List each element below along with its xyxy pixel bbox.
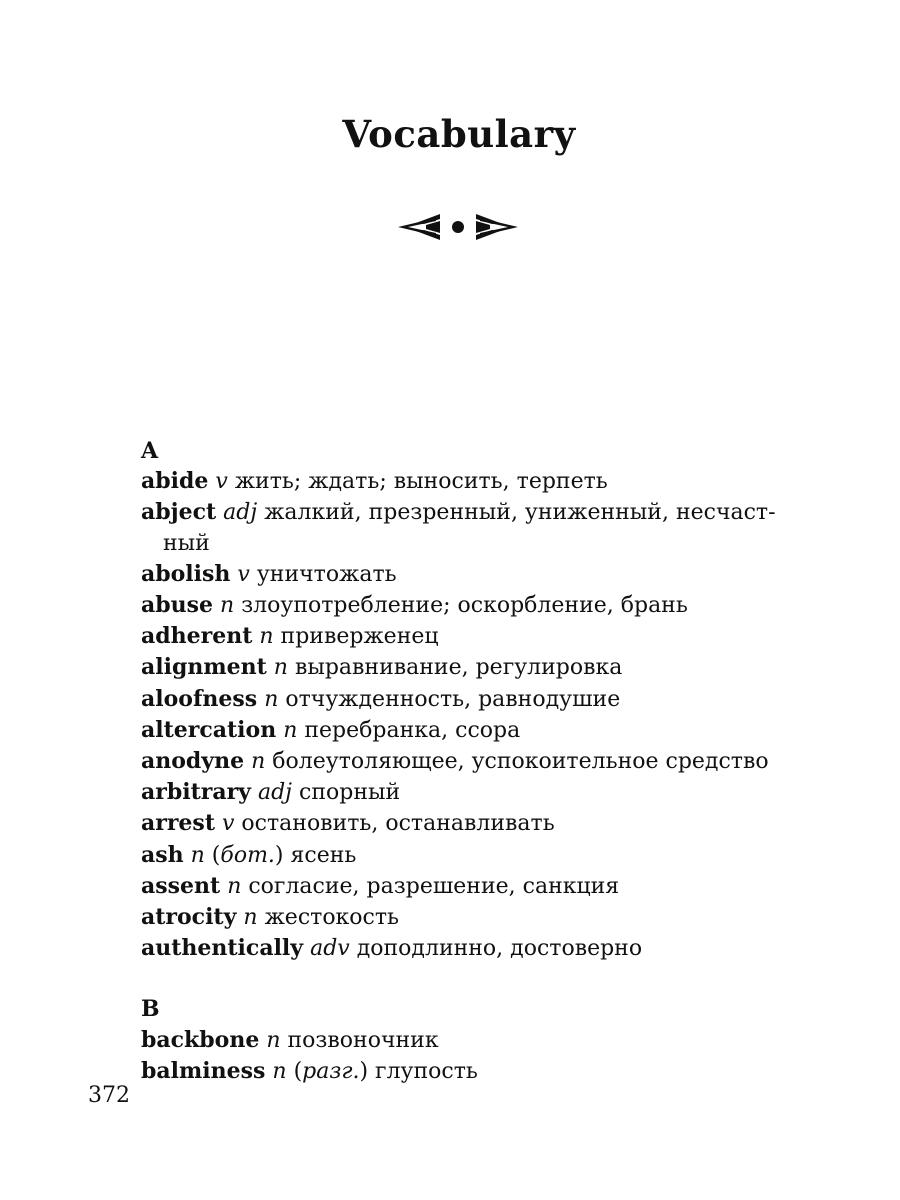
entry-pos: n: [243, 905, 258, 931]
entry-definition: глупость: [375, 1058, 478, 1084]
entry-pos: n: [227, 873, 242, 899]
page-title: Vocabulary: [342, 112, 576, 156]
entry-headword: alignment: [141, 654, 267, 681]
entry-pos: n: [272, 1058, 287, 1084]
entry-authentically: [141, 933, 821, 964]
entry-headword: abolish: [141, 560, 231, 587]
entry-headword: abject: [141, 499, 217, 526]
entry-abolish: [141, 559, 821, 590]
entry-pos: adv: [310, 936, 350, 962]
vocabulary-list: [141, 436, 821, 1087]
entry-arrest: [141, 808, 821, 839]
entry-headword: arbitrary: [141, 779, 251, 806]
entry-headword: aloofness: [141, 685, 258, 712]
section-spacer: [141, 964, 821, 994]
entry-pos: adj: [223, 500, 258, 526]
section-letter-a: A: [141, 438, 159, 464]
entry-adherent: [141, 621, 821, 652]
page-number: 372: [88, 1083, 130, 1108]
entry-headword: assent: [141, 872, 221, 899]
entry-definition: остановить, останавливать: [241, 811, 555, 837]
entry-backbone: [141, 1025, 821, 1056]
entry-headword: adherent: [141, 623, 253, 650]
entry-pos: n: [264, 686, 279, 712]
entry-headword: abuse: [141, 592, 214, 619]
entry-definition: жестокость: [264, 905, 400, 931]
entry-usage-note: разг.: [302, 1058, 360, 1084]
entry-pos: n: [251, 749, 266, 775]
entry-pos: v: [237, 561, 250, 587]
divider-ornament-icon: [396, 210, 520, 244]
entry-definition: позвоночник: [287, 1027, 439, 1053]
entry-abject: [141, 497, 821, 558]
entry-headword: authentically: [141, 935, 304, 962]
entry-pos: n: [190, 842, 205, 868]
entry-pos: n: [259, 624, 274, 650]
entry-definition: болеутоляющее, успокоительное средство: [272, 749, 769, 775]
entry-definition: приверженец: [280, 624, 439, 650]
entry-alignment: [141, 652, 821, 683]
entry-headword: abide: [141, 468, 209, 495]
entry-definition: согласие, разрешение, санкция: [248, 873, 620, 899]
entry-headword: altercation: [141, 716, 277, 743]
entry-pos: adj: [257, 780, 292, 806]
entry-ash: ash n (бот.) ясень: [141, 841, 357, 868]
entry-definition: выравнивание, регулировка: [294, 655, 623, 681]
entry-atrocity: [141, 902, 821, 933]
entry-anodyne: [141, 746, 821, 777]
entry-headword: balminess: [141, 1057, 266, 1084]
entry-assent: [141, 871, 821, 902]
entry-aloofness: [141, 684, 821, 715]
entry-definition: уничтожать: [256, 561, 397, 587]
entry-altercation: [141, 715, 821, 746]
entry-headword: anodyne: [141, 748, 245, 775]
entry-definition-continued: ный: [163, 530, 210, 556]
entry-pos: v: [215, 469, 228, 495]
entry-definition: жить; ждать; выносить, терпеть: [234, 469, 608, 495]
entry-definition: злоупотребление; оскорбление, брань: [241, 593, 688, 619]
entry-pos: n: [220, 593, 235, 619]
entry-definition: отчужденность, равнодушие: [285, 686, 621, 712]
entry-pos: n: [283, 717, 298, 743]
entry-headword: arrest: [141, 810, 215, 837]
entry-definition: перебранка, ссора: [304, 717, 521, 743]
entry-headword: ash: [141, 841, 184, 868]
entry-usage-note: бот.: [220, 842, 275, 868]
entry-pos: v: [221, 811, 235, 837]
entry-definition: ясень: [290, 842, 357, 868]
section-letter-b: B: [141, 996, 160, 1023]
entry-headword: atrocity: [141, 904, 237, 931]
entry-pos: n: [273, 655, 288, 681]
entry-abuse: [141, 590, 821, 621]
entry-headword: backbone: [141, 1026, 260, 1053]
entry-arbitrary: [141, 777, 821, 808]
entry-abide: [141, 466, 821, 497]
entry-definition: жалкий, презренный, униженный, несчаст-: [264, 500, 776, 526]
entry-pos: n: [266, 1027, 281, 1053]
entry-balminess: balminess n (разг.) глупость: [141, 1057, 478, 1084]
entry-definition: доподлинно, достоверно: [356, 936, 643, 962]
entry-definition: спорный: [299, 780, 401, 806]
